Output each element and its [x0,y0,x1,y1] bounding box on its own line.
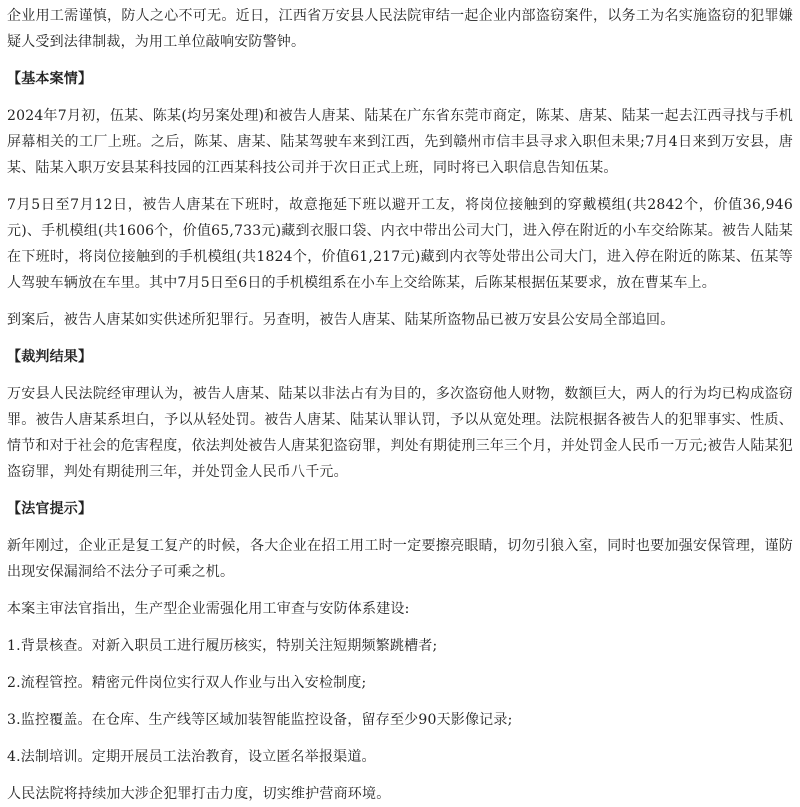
list-item: 1.背景核查。对新入职员工进行履历核实，特别关注短期频繁跳槽者; [7,638,438,654]
case-facts-paragraph-1: 2024年7月初，伍某、陈某(均另案处理)和被告人唐某、陆某在广东省东莞市商定，陈某、唐某、陆某一起去江西寻找与手机屏幕相关的工厂上班。之后，陈某、唐某、陆某驾驶车来到江西，先到赣州市信丰县寻求入职但未果;7月4日来到万安县，唐某、陆某入职万安县某科技园的江西某科技公司并于次日正式上班，同时将已入职信息告知伍某。 [7,108,793,176]
section-heading-judgment: 【裁判结果】 [7,349,93,365]
case-facts-paragraph-3: 到案后，被告人唐某如实供述所犯罪行。另查明，被告人唐某、陆某所盗物品已被万安县公安局全部追回。 [7,312,675,328]
section-heading-basic-facts: 【基本案情】 [7,71,93,87]
intro-paragraph: 企业用工需谨慎，防人之心不可无。近日，江西省万安县人民法院审结一起企业内部盗窃案件，以务工为名实施盗窃的犯罪嫌疑人受到法律制裁，为用工单位敲响安防警钟。 [7,8,793,50]
section-heading-judge-tips: 【法官提示】 [7,501,93,517]
closing-paragraph: 人民法院将持续加大涉企犯罪打击力度，切实维护营商环境。 [7,786,391,802]
judgment-paragraph: 万安县人民法院经审理认为，被告人唐某、陆某以非法占有为目的，多次盗窃他人财物，数额巨大，两人的行为均已构成盗窃罪。被告人唐某系坦白，予以从轻处罚。被告人唐某、陆某认罪认罚，予以从宽处理。法院根据各被告人的犯罪事实、性质、情节和对于社会的危害程度，依法判处被告人唐某犯盗窃罪，判处有期徒刑三年三个月，并处罚金人民币一万元;被告人陆某犯盗窃罪，判处有期徒刑三年，并处罚金人民币八千元。 [7,386,793,480]
list-item: 2.流程管控。精密元件岗位实行双人作业与出入安检制度; [7,675,367,691]
case-facts-paragraph-2: 7月5日至7月12日，被告人唐某在下班时，故意拖延下班以避开工友，将岗位接触到的穿戴模组(共2842个，价值36,946元)、手机模组(共1606个，价值65,733元)藏到衣服口袋、内衣中带出公司大门，进入停在附近的小车交给陈某。被告人陆某在下班时，将岗位接触到的手机模组(共1824个，价值61,217元)藏到内衣等处带出公司大门，进入停在附近的陈某、伍某等人驾驶车辆放在车里。其中7月5日至6日的手机模组系在小车上交给陈某，后陈某根据伍某要求，放在曹某车上。 [7,197,793,291]
list-item: 3.监控覆盖。在仓库、生产线等区域加装智能监控设备，留存至少90天影像记录; [7,712,513,728]
list-item: 4.法制培训。定期开展员工法治教育，设立匿名举报渠道。 [7,749,376,765]
tips-paragraph-1: 新年刚过，企业正是复工复产的时候，各大企业在招工用工时一定要擦亮眼睛，切勿引狼入室，同时也要加强安保管理，谨防出现安保漏洞给不法分子可乘之机。 [7,538,793,580]
tips-paragraph-2: 本案主审法官指出，生产型企业需强化用工审查与安防体系建设: [7,601,410,617]
